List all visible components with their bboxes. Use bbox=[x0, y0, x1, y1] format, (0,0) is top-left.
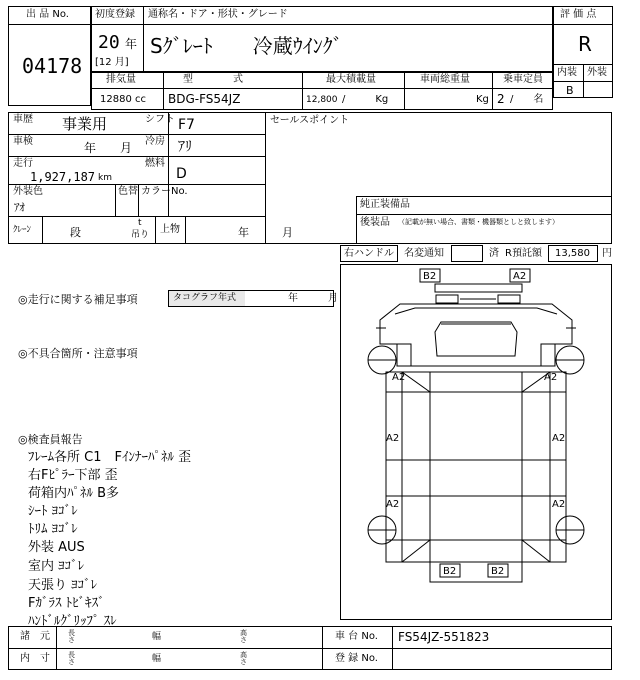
capacity-unit: / 名 bbox=[510, 94, 544, 105]
overall-rating: R bbox=[578, 32, 592, 56]
mount-label: 上物 bbox=[160, 224, 180, 235]
mark-a2-top-right: A2 bbox=[513, 271, 527, 282]
mark-b2-bottom-right: B2 bbox=[491, 566, 505, 577]
report-line: 荷箱内ﾊﾟﾈﾙ B多 bbox=[28, 486, 120, 501]
registration-number-label: 登 録 No. bbox=[335, 653, 378, 664]
tachograph-label: タコグラフ年式 bbox=[173, 293, 237, 303]
chassis-number-label: 車 台 No. bbox=[335, 631, 378, 642]
mileage-value: 1,927,187 bbox=[30, 170, 96, 184]
width-label: 幅 bbox=[152, 632, 162, 642]
mileage-unit: km bbox=[98, 173, 112, 183]
mark-b2-bottom-left: B2 bbox=[443, 566, 457, 577]
dimensions-label: 諸 元 bbox=[20, 631, 50, 642]
report-line: ﾌﾚｰﾑ各所 C1 Fｲﾝﾅｰﾊﾟﾈﾙ 歪 bbox=[28, 450, 192, 465]
exterior-color-label: 外装色 bbox=[13, 186, 43, 197]
defects-label: ◎不具合箇所・注意事項 bbox=[18, 347, 138, 360]
interior-grade: B bbox=[566, 84, 574, 97]
mark-a2-mid-right: A2 bbox=[552, 433, 566, 444]
color-code-label: カラーNo. bbox=[141, 186, 188, 197]
crane-label: ｸﾚｰﾝ bbox=[13, 225, 32, 235]
mark-b2-top-left: B2 bbox=[423, 271, 437, 282]
crane-stage: 段 bbox=[70, 226, 81, 239]
vehicle-history: 事業用 bbox=[62, 115, 108, 133]
interior-height-label: 高さ bbox=[240, 651, 247, 666]
mark-a2-mid-left: A2 bbox=[386, 433, 400, 444]
registration-year: 20 bbox=[98, 32, 120, 53]
report-line: 天張り ﾖｺﾞﾚ bbox=[28, 578, 98, 593]
driving-notes-label: ◎走行に関する補足事項 bbox=[18, 293, 138, 306]
fuel-value: D bbox=[176, 166, 187, 182]
crane-t: t bbox=[138, 218, 142, 228]
vehicle-name: Sｸﾞﾚｰﾄ 冷蔵ｳｲﾝｸﾞ bbox=[150, 34, 343, 58]
aftermarket-label: 後装品 bbox=[360, 217, 390, 228]
ac-value: ｱﾘ bbox=[178, 139, 192, 155]
lot-number: 04178 bbox=[22, 54, 83, 78]
capacity-label: 乗車定員 bbox=[503, 74, 543, 85]
name-change-label: 名変通知 bbox=[404, 248, 444, 259]
genuine-equipment-label: 純正装備品 bbox=[360, 199, 410, 210]
aftermarket-note: （記載が無い場合、書類・機器類としと致します） bbox=[398, 218, 559, 226]
shift-label: シフト bbox=[145, 114, 175, 125]
length-label: 長さ bbox=[68, 629, 75, 644]
name-change-box bbox=[451, 245, 483, 262]
mileage-label: 走行 bbox=[13, 158, 33, 169]
zei-label: 済 bbox=[489, 248, 499, 259]
exterior-color: ｱｵ bbox=[14, 201, 25, 214]
interior-length-label: 長さ bbox=[68, 651, 75, 666]
mark-a2-upper-left: A2 bbox=[392, 372, 406, 383]
report-line: 右Fﾋﾟﾗｰ下部 歪 bbox=[28, 468, 118, 483]
mount-date: 年 月 bbox=[238, 226, 293, 239]
report-line: 室内 ﾖｺﾞﾚ bbox=[28, 559, 85, 574]
exterior-grade-label: 外装 bbox=[587, 67, 607, 78]
displacement-label: 排気量 bbox=[106, 74, 136, 85]
gross-weight-label: 車両総重量 bbox=[420, 74, 470, 85]
first-registration-label: 初度登録 bbox=[95, 9, 135, 20]
model-code: BDG-FS54JZ bbox=[168, 92, 241, 106]
interior-width-label: 幅 bbox=[152, 654, 162, 664]
mark-a2-lower-right: A2 bbox=[552, 499, 566, 510]
gross-weight-unit: Kg bbox=[476, 94, 489, 105]
registration-month: [12 月] bbox=[95, 57, 129, 68]
report-line: ｼｰﾄ ﾖｺﾞﾚ bbox=[28, 504, 78, 519]
max-load-unit: / Kg bbox=[342, 94, 389, 105]
lot-no-label: 出 品 No. bbox=[26, 9, 69, 20]
report-line: 外装 AUS bbox=[28, 540, 85, 555]
year-unit: 年 bbox=[125, 37, 138, 51]
crane-suri: 吊り bbox=[131, 230, 150, 240]
report-line: Fｶﾞﾗｽ ﾄﾋﾞｷｽﾞ bbox=[28, 596, 105, 611]
ac-label: 冷房 bbox=[145, 136, 165, 147]
chassis-number: FS54JZ-551823 bbox=[398, 630, 490, 644]
inspection-label: 車検 bbox=[13, 136, 33, 147]
vehicle-name-label: 通称名・ドア・形状・グレード bbox=[148, 9, 288, 20]
r-fee-value: 13,580 bbox=[555, 248, 590, 259]
mark-a2-upper-right: A2 bbox=[544, 372, 558, 383]
inspector-report-label: ◎検査員報告 bbox=[18, 433, 83, 446]
max-load-value: 12,800 bbox=[306, 95, 338, 105]
history-label: 車歴 bbox=[13, 114, 33, 125]
height-label: 高さ bbox=[240, 629, 247, 644]
displacement-value: 12880 bbox=[100, 94, 132, 105]
handle-value: 右ハンドル bbox=[344, 248, 394, 259]
interior-dimensions-label: 内 寸 bbox=[20, 653, 50, 664]
r-fee-label: R預託額 bbox=[505, 248, 542, 259]
sales-point-label: セールスポイント bbox=[270, 115, 350, 126]
model-label: 型 式 bbox=[183, 74, 243, 85]
color-change-label: 色替 bbox=[118, 186, 138, 197]
interior-grade-label: 内装 bbox=[557, 67, 577, 78]
displacement-unit: cc bbox=[135, 94, 146, 105]
fuel-label: 燃料 bbox=[145, 158, 165, 169]
shift-value: F7 bbox=[178, 117, 195, 133]
report-line: ﾊﾝﾄﾞﾙｸﾞﾘｯﾌﾟ ｽﾚ bbox=[28, 614, 117, 629]
rating-label: 評 価 点 bbox=[560, 9, 597, 20]
r-fee-unit: 円 bbox=[602, 248, 612, 259]
tachograph-date: 年 月 bbox=[288, 293, 338, 304]
mark-a2-lower-left: A2 bbox=[386, 499, 400, 510]
report-line: ﾄﾘﾑ ﾖｺﾞﾚ bbox=[28, 522, 78, 537]
capacity-value: 2 bbox=[497, 92, 505, 106]
truck-diagram bbox=[340, 264, 612, 620]
max-load-label: 最大積載量 bbox=[326, 74, 376, 85]
inspection-date: 年 月 bbox=[84, 141, 133, 155]
